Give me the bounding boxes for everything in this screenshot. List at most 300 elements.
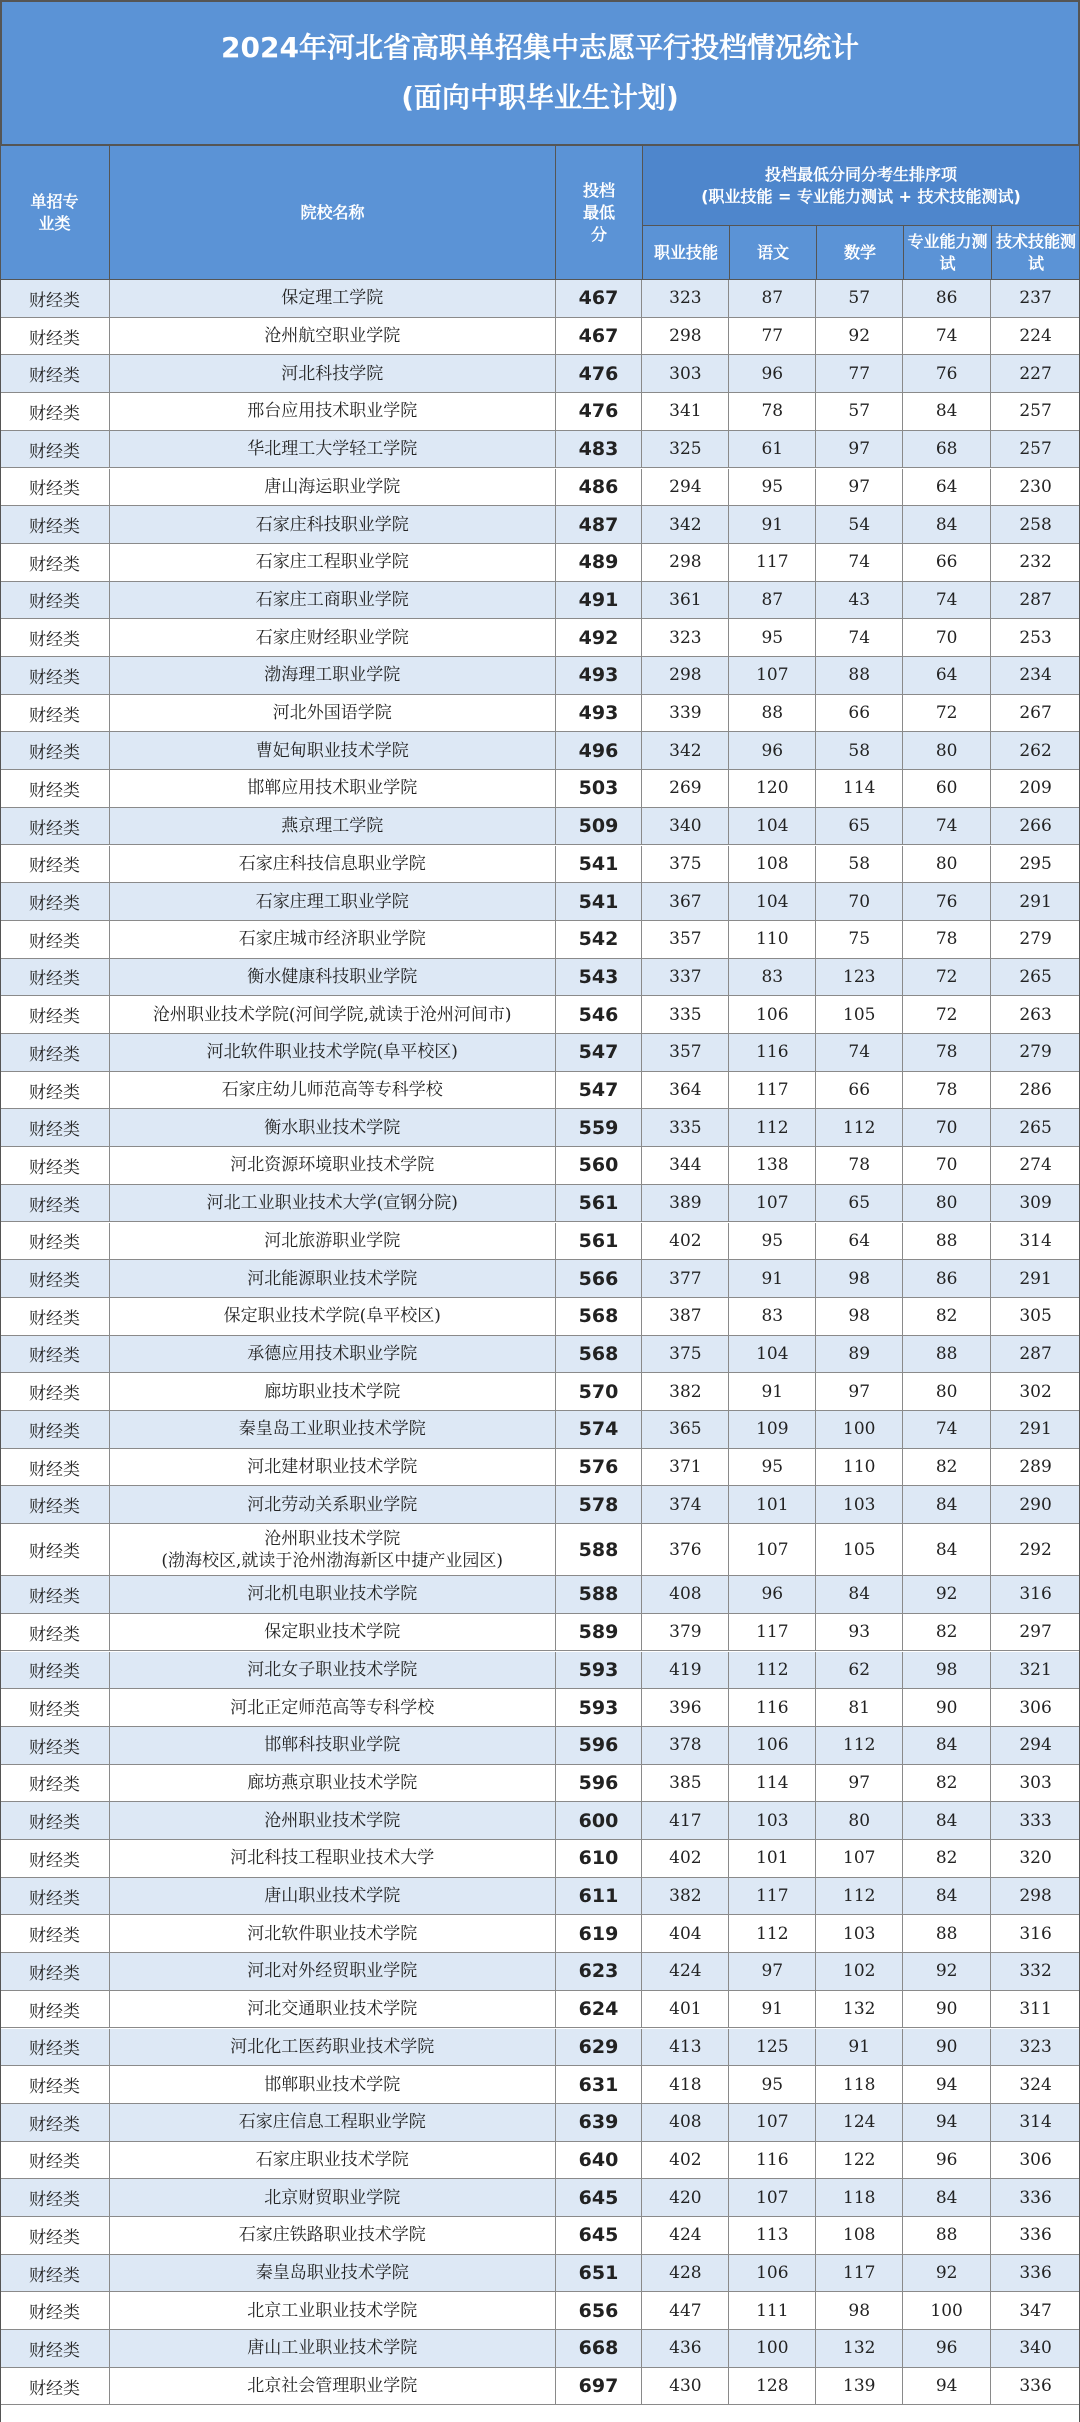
cell-min-score: 493	[556, 695, 643, 732]
cell-category: 财经类	[0, 808, 110, 845]
cell-math: 110	[816, 1449, 903, 1486]
cell-technical: 306	[1019, 2149, 1052, 2170]
cell-vocational: 379	[642, 1614, 729, 1651]
cell-technical: 287	[1019, 1343, 1052, 1364]
table-row	[0, 1765, 1080, 1803]
cell-vocational: 340	[642, 808, 729, 845]
cell-technical: 290	[1019, 1494, 1052, 1515]
cell-vocational: 337	[642, 959, 729, 996]
cell-chinese: 107	[729, 2104, 816, 2141]
cell-category: 财经类	[0, 1614, 110, 1651]
cell-category: 财经类	[0, 1915, 110, 1952]
cell-chinese: 107	[729, 657, 816, 694]
cell-category: 财经类	[0, 1411, 110, 1448]
cell-min-score: 489	[556, 544, 643, 581]
cell-min-score: 623	[556, 1953, 643, 1990]
table-row	[0, 1109, 1080, 1147]
cell-professional: 80	[903, 732, 991, 769]
cell-chinese: 114	[729, 1765, 816, 1802]
cell-vocational: 298	[642, 544, 729, 581]
table-row	[0, 808, 1080, 846]
cell-school: 河北工业职业技术大学(宣钢分院)	[110, 1185, 556, 1222]
cell-technical: 294	[1019, 1735, 1052, 1756]
table-row	[0, 1524, 1080, 1576]
header-category-label: 单招专业类	[30, 191, 79, 233]
header-tiebreak-title: 投档最低分同分考生排序项	[764, 164, 957, 184]
cell-category: 财经类	[0, 1765, 110, 1802]
cell-vocational: 385	[642, 1765, 729, 1802]
cell-professional: 76	[903, 355, 991, 392]
cell-chinese: 91	[729, 1260, 816, 1297]
cell-technical: 224	[1019, 326, 1052, 347]
cell-professional: 72	[903, 695, 991, 732]
table-row	[0, 393, 1080, 431]
cell-math: 118	[816, 2179, 903, 2216]
cell-vocational: 428	[642, 2255, 729, 2292]
cell-school: 衡水健康科技职业学院	[110, 959, 556, 996]
cell-min-score: 476	[556, 393, 643, 430]
cell-professional: 92	[903, 1576, 991, 1613]
cell-vocational: 447	[642, 2292, 729, 2329]
cell-min-score: 588	[556, 1524, 643, 1575]
table-row	[0, 1147, 1080, 1185]
cell-technical: 279	[1019, 929, 1052, 950]
cell-chinese: 95	[729, 2066, 816, 2103]
cell-math: 105	[816, 1524, 903, 1575]
cell-category: 财经类	[0, 318, 110, 355]
table-row	[0, 996, 1080, 1034]
cell-vocational: 294	[642, 469, 729, 506]
cell-vocational: 341	[642, 393, 729, 430]
cell-technical: 257	[1019, 439, 1052, 460]
cell-category: 财经类	[0, 1223, 110, 1260]
cell-professional: 80	[903, 846, 991, 883]
cell-min-score: 596	[556, 1765, 643, 1802]
cell-technical: 291	[1019, 891, 1052, 912]
cell-technical: 297	[1019, 1622, 1052, 1643]
cell-chinese: 96	[729, 355, 816, 392]
cell-vocational: 298	[642, 318, 729, 355]
cell-vocational: 335	[642, 1109, 729, 1146]
cell-math: 139	[816, 2368, 903, 2405]
cell-chinese: 101	[729, 1840, 816, 1877]
table-row	[0, 1878, 1080, 1916]
cell-chinese: 111	[729, 2292, 816, 2329]
table-row	[0, 1034, 1080, 1072]
cell-technical: 314	[1019, 1230, 1052, 1251]
cell-min-score: 578	[556, 1486, 643, 1523]
cell-min-score: 509	[556, 808, 643, 845]
table-row	[0, 921, 1080, 959]
cell-min-score: 542	[556, 921, 643, 958]
cell-professional: 72	[903, 996, 991, 1033]
cell-technical: 336	[1019, 2263, 1052, 2284]
header-category	[0, 146, 110, 280]
cell-professional: 60	[903, 770, 991, 807]
header-col-technical-label: 技术技能测试	[996, 231, 1077, 273]
cell-technical: 291	[1019, 1419, 1052, 1440]
cell-math: 132	[816, 2330, 903, 2367]
cell-technical: 332	[1019, 1961, 1052, 1982]
cell-min-score: 629	[556, 2029, 643, 2066]
header-col-math-label: 数学	[843, 242, 876, 262]
cell-chinese: 87	[729, 280, 816, 317]
cell-chinese: 108	[729, 846, 816, 883]
cell-chinese: 117	[729, 1878, 816, 1915]
cell-vocational: 325	[642, 431, 729, 468]
cell-math: 77	[816, 355, 903, 392]
cell-technical: 291	[1019, 1268, 1052, 1289]
cell-math: 112	[816, 1727, 903, 1764]
cell-school: 河北女子职业技术学院	[110, 1652, 556, 1689]
cell-math: 122	[816, 2142, 903, 2179]
cell-vocational: 408	[642, 2104, 729, 2141]
cell-chinese: 87	[729, 582, 816, 619]
cell-category: 财经类	[0, 1652, 110, 1689]
cell-category: 财经类	[0, 1576, 110, 1613]
cell-min-score: 619	[556, 1915, 643, 1952]
cell-technical: 347	[1019, 2300, 1052, 2321]
cell-professional: 88	[903, 2217, 991, 2254]
table-row	[0, 770, 1080, 808]
cell-school: 秦皇岛职业技术学院	[110, 2255, 556, 2292]
cell-school: 石家庄幼儿师范高等专科学校	[110, 1072, 556, 1109]
cell-school: 北京社会管理职业学院	[110, 2368, 556, 2405]
cell-min-score: 596	[556, 1727, 643, 1764]
cell-category: 财经类	[0, 695, 110, 732]
cell-category: 财经类	[0, 2142, 110, 2179]
cell-professional: 84	[903, 393, 991, 430]
cell-math: 93	[816, 1614, 903, 1651]
cell-min-score: 588	[556, 1576, 643, 1613]
cell-min-score: 574	[556, 1411, 643, 1448]
cell-vocational: 269	[642, 770, 729, 807]
cell-professional: 84	[903, 1524, 991, 1575]
cell-math: 62	[816, 1652, 903, 1689]
table-row	[0, 2368, 1080, 2406]
cell-school: 石家庄工商职业学院	[110, 582, 556, 619]
cell-min-score: 503	[556, 770, 643, 807]
cell-min-score: 611	[556, 1878, 643, 1915]
cell-professional: 84	[903, 2179, 991, 2216]
cell-min-score: 491	[556, 582, 643, 619]
header-col-math	[817, 226, 904, 280]
cell-chinese: 107	[729, 2179, 816, 2216]
cell-technical: 237	[1019, 288, 1052, 309]
cell-professional: 86	[903, 1260, 991, 1297]
cell-category: 财经类	[0, 1336, 110, 1373]
cell-school: 石家庄信息工程职业学院	[110, 2104, 556, 2141]
cell-school: 河北软件职业技术学院	[110, 1915, 556, 1952]
cell-technical: 320	[1019, 1848, 1052, 1869]
cell-category: 财经类	[0, 1298, 110, 1335]
cell-vocational: 344	[642, 1147, 729, 1184]
cell-chinese: 97	[729, 1953, 816, 1990]
table-row	[0, 695, 1080, 733]
cell-professional: 94	[903, 2368, 991, 2405]
cell-vocational: 419	[642, 1652, 729, 1689]
cell-technical: 257	[1019, 401, 1052, 422]
cell-school: 石家庄财经职业学院	[110, 619, 556, 656]
cell-category: 财经类	[0, 469, 110, 506]
cell-math: 118	[816, 2066, 903, 2103]
header-tiebreak-formula: (职业技能 = 专业能力测试 + 技术技能测试)	[701, 186, 1021, 206]
cell-school: 廊坊燕京职业技术学院	[110, 1765, 556, 1802]
cell-category: 财经类	[0, 2217, 110, 2254]
cell-chinese: 104	[729, 808, 816, 845]
table-row	[0, 1223, 1080, 1261]
table-row	[0, 883, 1080, 921]
cell-chinese: 128	[729, 2368, 816, 2405]
cell-school: 石家庄工程职业学院	[110, 544, 556, 581]
cell-category: 财经类	[0, 1147, 110, 1184]
table-row	[0, 544, 1080, 582]
cell-chinese: 104	[729, 1336, 816, 1373]
cell-min-score: 593	[556, 1652, 643, 1689]
table-row	[0, 355, 1080, 393]
cell-chinese: 88	[729, 695, 816, 732]
cell-category: 财经类	[0, 2029, 110, 2066]
cell-category: 财经类	[0, 1802, 110, 1839]
cell-technical: 324	[1019, 2074, 1052, 2095]
cell-school: 邯郸职业技术学院	[110, 2066, 556, 2103]
cell-math: 66	[816, 695, 903, 732]
cell-school: 保定职业技术学院(阜平校区)	[110, 1298, 556, 1335]
cell-school: 唐山职业技术学院	[110, 1878, 556, 1915]
cell-professional: 80	[903, 1185, 991, 1222]
cell-math: 74	[816, 619, 903, 656]
cell-professional: 74	[903, 808, 991, 845]
table-row	[0, 1260, 1080, 1298]
cell-category: 财经类	[0, 996, 110, 1033]
cell-school: 沧州职业技术学院	[110, 1802, 556, 1839]
cell-technical: 266	[1019, 816, 1052, 837]
cell-min-score: 483	[556, 431, 643, 468]
cell-chinese: 110	[729, 921, 816, 958]
header-school-label: 院校名称	[300, 202, 365, 222]
cell-professional: 82	[903, 1449, 991, 1486]
cell-math: 100	[816, 1411, 903, 1448]
cell-technical: 336	[1019, 2225, 1052, 2246]
table-row	[0, 280, 1080, 318]
cell-min-score: 541	[556, 846, 643, 883]
cell-min-score: 541	[556, 883, 643, 920]
cell-math: 103	[816, 1486, 903, 1523]
cell-technical: 267	[1019, 703, 1052, 724]
cell-min-score: 593	[556, 1689, 643, 1726]
cell-school: 燕京理工学院	[110, 808, 556, 845]
cell-professional: 86	[903, 280, 991, 317]
cell-professional: 64	[903, 657, 991, 694]
cell-min-score: 546	[556, 996, 643, 1033]
table-row	[0, 2029, 1080, 2067]
cell-vocational: 303	[642, 355, 729, 392]
cell-school: 石家庄理工职业学院	[110, 883, 556, 920]
cell-professional: 84	[903, 1727, 991, 1764]
cell-min-score: 631	[556, 2066, 643, 2103]
table-row	[0, 619, 1080, 657]
cell-school: 河北能源职业技术学院	[110, 1260, 556, 1297]
cell-vocational: 367	[642, 883, 729, 920]
cell-professional: 88	[903, 1915, 991, 1952]
table-row	[0, 2179, 1080, 2217]
cell-vocational: 402	[642, 1223, 729, 1260]
cell-chinese: 106	[729, 996, 816, 1033]
cell-vocational: 402	[642, 1840, 729, 1877]
cell-chinese: 112	[729, 1915, 816, 1952]
cell-category: 财经类	[0, 506, 110, 543]
cell-category: 财经类	[0, 2368, 110, 2405]
table-row	[0, 318, 1080, 356]
cell-chinese: 95	[729, 1449, 816, 1486]
cell-chinese: 95	[729, 469, 816, 506]
cell-school: 沧州职业技术学院(河间学院,就读于沧州河间市)	[110, 996, 556, 1033]
cell-min-score: 561	[556, 1223, 643, 1260]
cell-vocational: 375	[642, 1336, 729, 1373]
cell-min-score: 568	[556, 1336, 643, 1373]
cell-math: 57	[816, 280, 903, 317]
cell-category: 财经类	[0, 1991, 110, 2028]
cell-min-score: 570	[556, 1373, 643, 1410]
cell-technical: 286	[1019, 1080, 1052, 1101]
cell-vocational: 335	[642, 996, 729, 1033]
cell-professional: 64	[903, 469, 991, 506]
cell-chinese: 77	[729, 318, 816, 355]
cell-school: 石家庄职业技术学院	[110, 2142, 556, 2179]
header-col-vocational-label: 职业技能	[653, 242, 718, 262]
cell-math: 98	[816, 1260, 903, 1297]
cell-min-score: 600	[556, 1802, 643, 1839]
cell-math: 66	[816, 1072, 903, 1109]
cell-math: 103	[816, 1915, 903, 1952]
cell-min-score: 560	[556, 1147, 643, 1184]
cell-vocational: 396	[642, 1689, 729, 1726]
cell-technical: 316	[1019, 1923, 1052, 1944]
cell-school: 河北科技学院	[110, 355, 556, 392]
cell-professional: 78	[903, 1034, 991, 1071]
cell-school: 曹妃甸职业技术学院	[110, 732, 556, 769]
cell-category: 财经类	[0, 393, 110, 430]
cell-chinese: 106	[729, 2255, 816, 2292]
table-row	[0, 732, 1080, 770]
header-col-chinese-label: 语文	[756, 242, 789, 262]
cell-technical: 336	[1019, 2187, 1052, 2208]
cell-vocational: 436	[642, 2330, 729, 2367]
cell-school: 唐山工业职业技术学院	[110, 2330, 556, 2367]
cell-professional: 74	[903, 318, 991, 355]
cell-category: 财经类	[0, 355, 110, 392]
cell-math: 91	[816, 2029, 903, 2066]
cell-category: 财经类	[0, 1109, 110, 1146]
cell-professional: 82	[903, 1298, 991, 1335]
cell-school: 河北资源环境职业技术学院	[110, 1147, 556, 1184]
table-row	[0, 1373, 1080, 1411]
cell-professional: 66	[903, 544, 991, 581]
cell-math: 70	[816, 883, 903, 920]
cell-professional: 96	[903, 2142, 991, 2179]
table-row	[0, 1614, 1080, 1652]
cell-chinese: 96	[729, 1576, 816, 1613]
cell-professional: 84	[903, 1802, 991, 1839]
cell-category: 财经类	[0, 732, 110, 769]
cell-school: 河北劳动关系职业学院	[110, 1486, 556, 1523]
cell-category: 财经类	[0, 1524, 110, 1575]
cell-min-score: 547	[556, 1034, 643, 1071]
cell-chinese: 112	[729, 1109, 816, 1146]
cell-professional: 74	[903, 1411, 991, 1448]
table-row	[0, 431, 1080, 469]
cell-professional: 76	[903, 883, 991, 920]
table-row	[0, 2142, 1080, 2180]
table-row	[0, 1449, 1080, 1487]
cell-technical: 321	[1019, 1659, 1052, 1680]
cell-category: 财经类	[0, 2330, 110, 2367]
cell-min-score: 496	[556, 732, 643, 769]
cell-category: 财经类	[0, 582, 110, 619]
cell-min-score: 566	[556, 1260, 643, 1297]
cell-min-score: 624	[556, 1991, 643, 2028]
cell-professional: 82	[903, 1614, 991, 1651]
cell-vocational: 389	[642, 1185, 729, 1222]
cell-min-score: 467	[556, 318, 643, 355]
cell-school: 邯郸科技职业学院	[110, 1727, 556, 1764]
header-col-vocational	[643, 226, 730, 280]
cell-math: 97	[816, 431, 903, 468]
cell-category: 财经类	[0, 2179, 110, 2216]
cell-professional: 80	[903, 1373, 991, 1410]
title-line-1: 2024年河北省高职单招集中志愿平行投档情况统计	[221, 31, 859, 64]
table-row	[0, 1915, 1080, 1953]
cell-vocational: 420	[642, 2179, 729, 2216]
cell-category: 财经类	[0, 1689, 110, 1726]
table-row	[0, 1185, 1080, 1223]
cell-math: 58	[816, 846, 903, 883]
cell-technical: 279	[1019, 1042, 1052, 1063]
cell-chinese: 116	[729, 2142, 816, 2179]
cell-category: 财经类	[0, 959, 110, 996]
cell-math: 105	[816, 996, 903, 1033]
cell-vocational: 339	[642, 695, 729, 732]
cell-vocational: 342	[642, 732, 729, 769]
cell-min-score: 645	[556, 2217, 643, 2254]
cell-professional: 68	[903, 431, 991, 468]
cell-category: 财经类	[0, 846, 110, 883]
header-col-professional	[904, 226, 992, 280]
cell-category: 财经类	[0, 544, 110, 581]
cell-technical: 265	[1019, 1117, 1052, 1138]
cell-vocational: 417	[642, 1802, 729, 1839]
cell-chinese: 116	[729, 1689, 816, 1726]
cell-chinese: 83	[729, 1298, 816, 1335]
cell-professional: 88	[903, 1336, 991, 1373]
cell-chinese: 120	[729, 770, 816, 807]
table-row	[0, 2255, 1080, 2293]
cell-vocational: 298	[642, 657, 729, 694]
cell-school: 河北机电职业技术学院	[110, 1576, 556, 1613]
cell-chinese: 95	[729, 619, 816, 656]
cell-professional: 100	[903, 2292, 991, 2329]
cell-chinese: 61	[729, 431, 816, 468]
cell-category: 财经类	[0, 770, 110, 807]
cell-school: 河北对外经贸职业学院	[110, 1953, 556, 1990]
cell-math: 117	[816, 2255, 903, 2292]
cell-vocational: 375	[642, 846, 729, 883]
cell-professional: 70	[903, 1147, 991, 1184]
cell-technical: 305	[1019, 1306, 1052, 1327]
cell-category: 财经类	[0, 657, 110, 694]
cell-min-score: 576	[556, 1449, 643, 1486]
header-min-score-label: 投档最低分	[582, 180, 615, 244]
